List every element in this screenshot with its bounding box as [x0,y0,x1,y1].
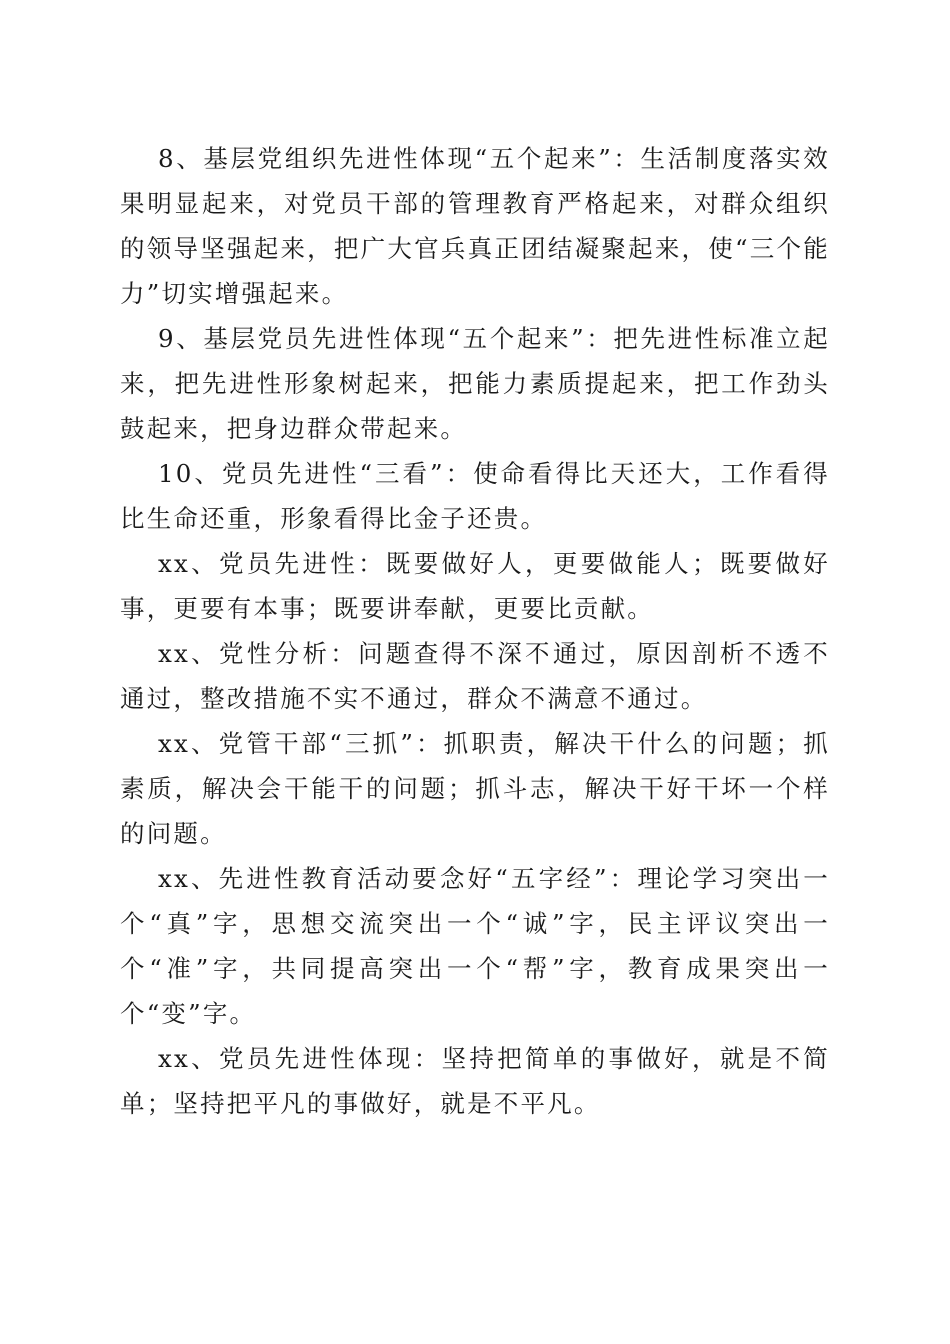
paragraph-xx-4: xx、先进性教育活动要念好“五字经”：理论学习突出一个“真”字，思想交流突出一个“诚”字，民主评议突出一个“准”字，共同提高突出一个“帮”字，教育成果突出一个“变”字。 [120,864,830,1028]
paragraph-10: 10、党员先进性“三看”：使命看得比天还大，工作看得比生命还重，形象看得比金子还贵。 [120,459,830,533]
paragraph-xx-3: xx、党管干部“三抓”：抓职责，解决干什么的问题；抓素质，解决会干能干的问题；抓斗志，解决干好干坏一个样的问题。 [120,729,830,848]
document-body [120,136,830,1126]
paragraph-xx-5: xx、党员先进性体现：坚持把简单的事做好，就是不简单；坚持把平凡的事做好，就是不平凡。 [120,1044,830,1118]
paragraph-xx-1: xx、党员先进性：既要做好人，更要做能人；既要做好事，更要有本事；既要讲奉献，更要比贡献。 [120,549,830,623]
paragraph-9: 9、基层党员先进性体现“五个起来”：把先进性标准立起来，把先进性形象树起来，把能力素质提起来，把工作劲头鼓起来，把身边群众带起来。 [120,324,830,443]
paragraph-xx-2: xx、党性分析：问题查得不深不通过，原因剖析不透不通过，整改措施不实不通过，群众不满意不通过。 [120,639,830,713]
paragraph-8: 8、基层党组织先进性体现“五个起来”：生活制度落实效果明显起来，对党员干部的管理教育严格起来，对群众组织的领导坚强起来，把广大官兵真正团结凝聚起来，使“三个能力”切实增强起来。 [120,144,830,308]
